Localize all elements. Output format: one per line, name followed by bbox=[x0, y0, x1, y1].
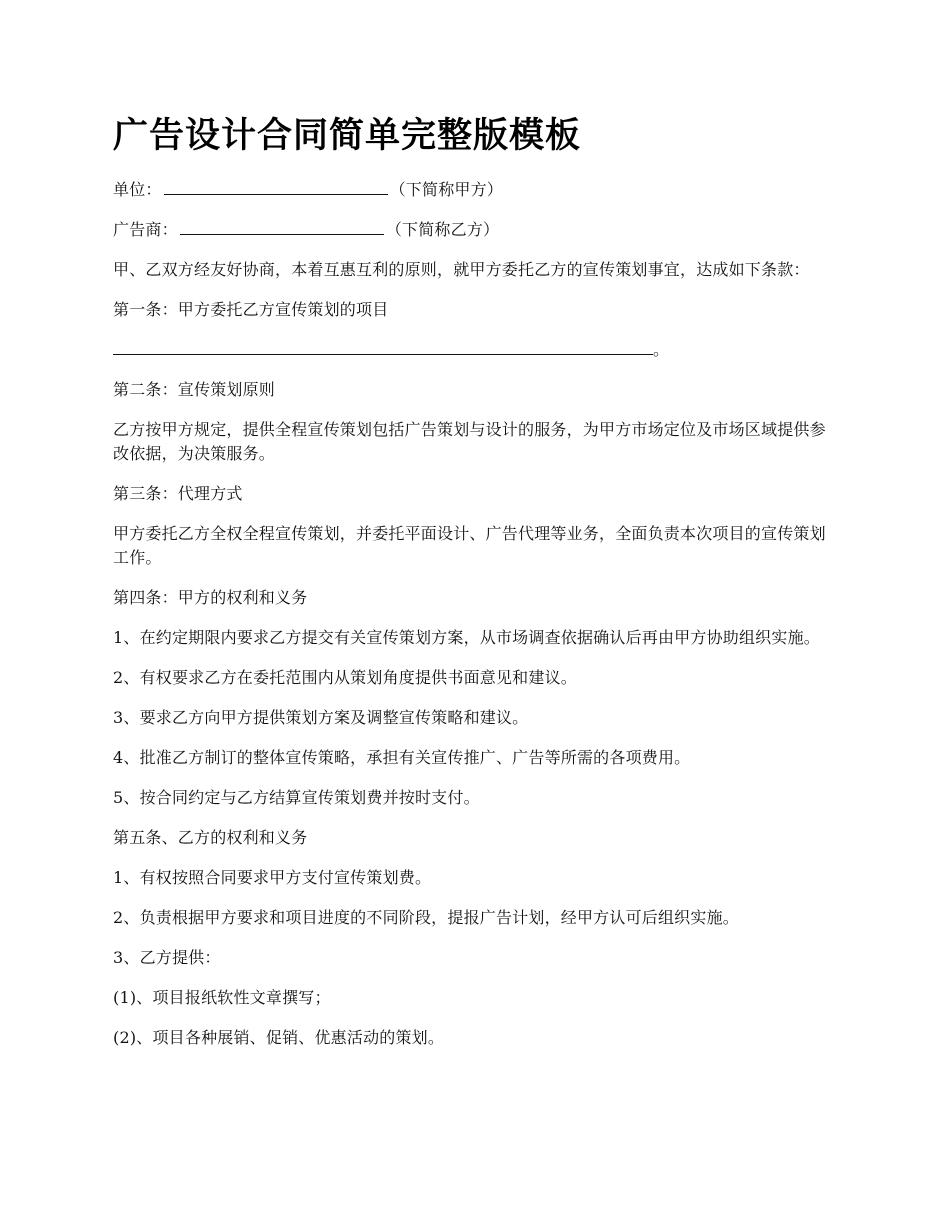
article4-heading: 第四条：甲方的权利和义务 bbox=[113, 588, 308, 607]
party-a-suffix: （下简称甲方） bbox=[389, 180, 504, 199]
article4-item: 3、要求乙方向甲方提供策划方案及调整宣传策略和建议。 bbox=[113, 708, 529, 727]
article5-item: (2)、项目各种展销、促销、优惠活动的策划。 bbox=[113, 1028, 445, 1047]
article1-blank bbox=[113, 340, 653, 355]
document-body bbox=[113, 112, 841, 1066]
party-b-suffix: （下简称乙方） bbox=[385, 220, 500, 239]
article3-body: 甲方委托乙方全权全程宣传策划，并委托平面设计、广告代理等业务，全面负责本次项目的宣传策划工作。 bbox=[113, 524, 826, 567]
article5-heading: 第五条、乙方的权利和义务 bbox=[113, 828, 308, 847]
intro-paragraph: 甲、乙双方经友好协商，本着互惠互利的原则，就甲方委托乙方的宣传策划事宜，达成如下条款： bbox=[113, 260, 810, 279]
article4-item: 5、按合同约定与乙方结算宣传策划费并按时支付。 bbox=[113, 788, 480, 807]
article5-item: 3、乙方提供： bbox=[113, 948, 221, 967]
article2-body: 乙方按甲方规定，提供全程宣传策划包括广告策划与设计的服务，为甲方市场定位及市场区域提供参改依据，为决策服务。 bbox=[113, 420, 826, 463]
article5-item: 1、有权按照合同要求甲方支付宣传策划费。 bbox=[113, 868, 432, 887]
party-b-line bbox=[113, 218, 841, 242]
article4-item: 4、批准乙方制订的整体宣传策略，承担有关宣传推广、广告等所需的各项费用。 bbox=[113, 748, 691, 767]
party-b-label: 广告商： bbox=[113, 220, 178, 239]
article5-item: 2、负责根据甲方要求和项目进度的不同阶段，提报广告计划，经甲方认可后组织实施。 bbox=[113, 908, 739, 927]
article3-heading: 第三条：代理方式 bbox=[113, 484, 243, 503]
article4-item: 2、有权要求乙方在委托范围内从策划角度提供书面意见和建议。 bbox=[113, 668, 577, 687]
party-a-line bbox=[113, 178, 841, 202]
party-a-blank bbox=[164, 180, 388, 195]
article5-item: (1)、项目报纸软性文章撰写； bbox=[113, 988, 331, 1007]
article2-heading: 第二条：宣传策划原则 bbox=[113, 380, 276, 399]
document-title: 广告设计合同简单完整版模板 bbox=[113, 116, 582, 156]
party-b-blank bbox=[180, 220, 384, 235]
article1-blank-suffix: 。 bbox=[653, 340, 670, 359]
article1-blank-line bbox=[113, 338, 841, 362]
party-a-label: 单位： bbox=[113, 180, 162, 199]
article4-item: 1、在约定期限内要求乙方提交有关宣传策划方案，从市场调查依据确认后再由甲方协助组织实施。 bbox=[113, 628, 820, 647]
article1-heading: 第一条：甲方委托乙方宣传策划的项目 bbox=[113, 300, 389, 319]
